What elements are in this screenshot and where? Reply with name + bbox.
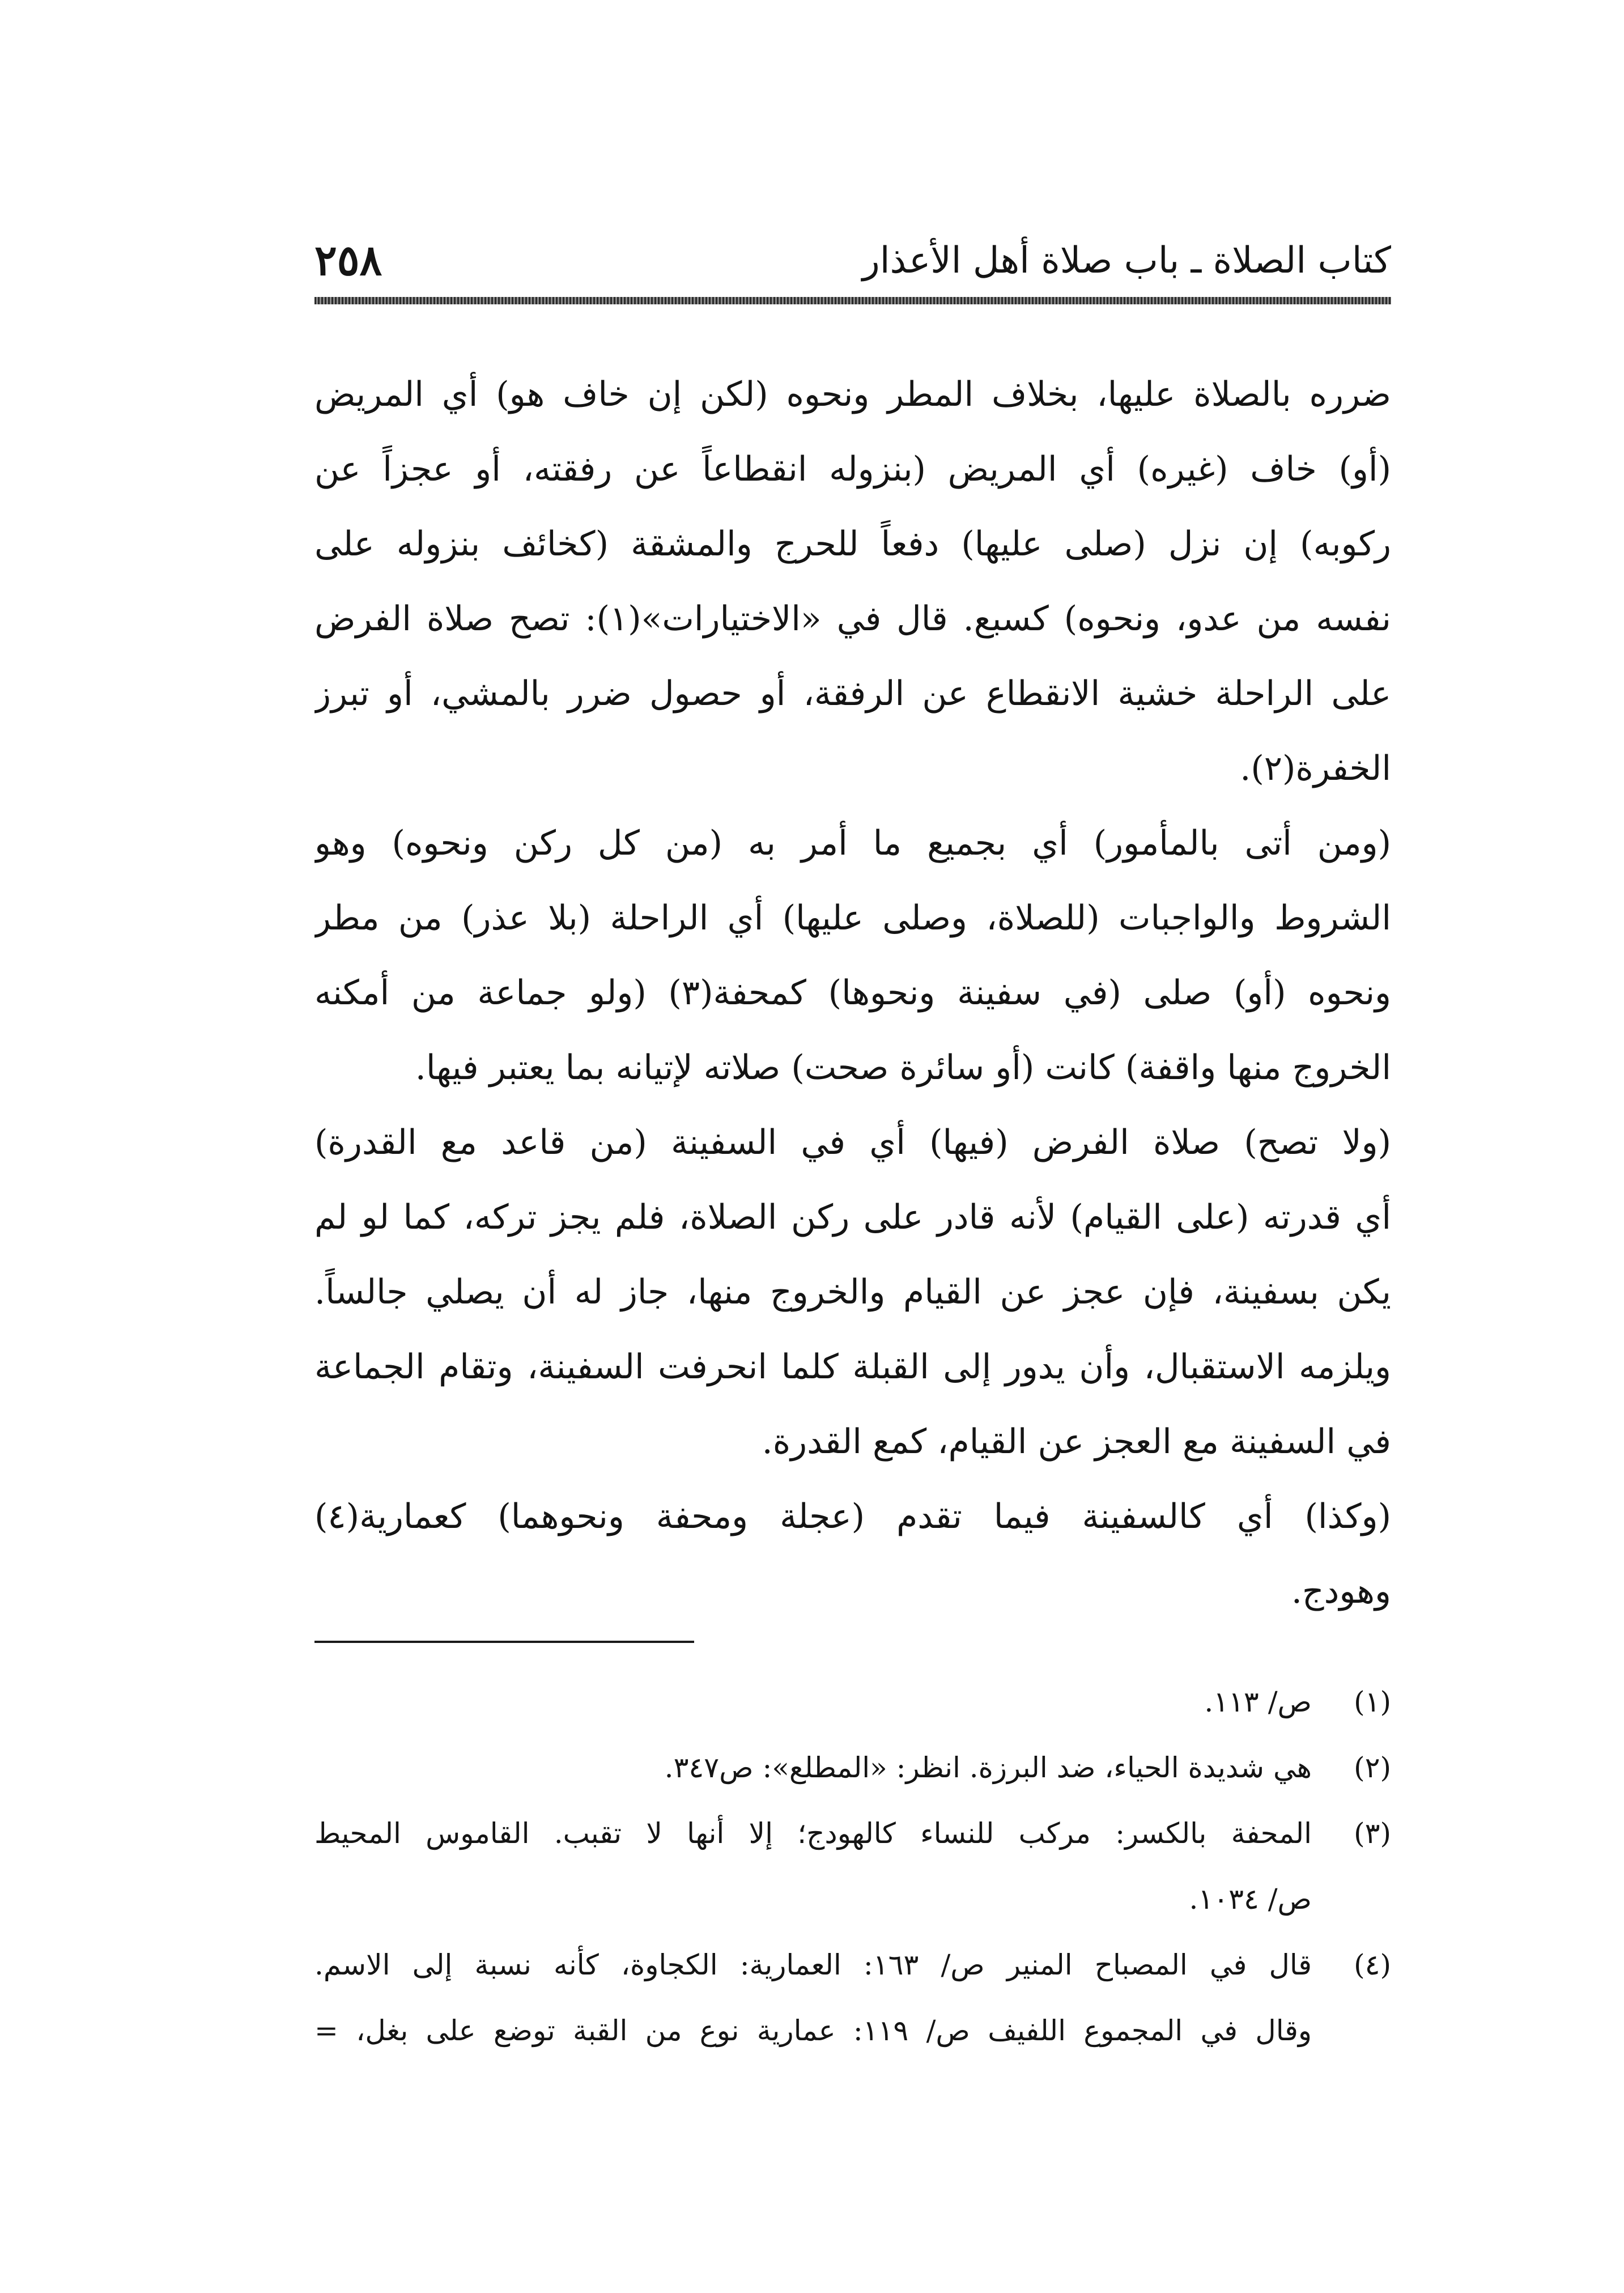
text-line: على الراحلة خشية الانقطاع عن الرفقة، أو حصول ضرر بالمشي، أو تبرز [314, 674, 1391, 714]
body-text [314, 357, 1391, 1629]
text-line: (أو) خاف (غيره) أي المريض (بنزوله انقطاعاً عن رفقته، أو عجزاً عن [314, 449, 1391, 489]
text-line: نفسه من عدو، ونحوه) كسبع. قال في «الاختيارات»(١): تصح صلاة الفرض [314, 599, 1391, 639]
page-header [314, 232, 1391, 296]
footnote-1 [314, 1669, 1391, 1735]
text-line: ويلزمه الاستقبال، وأن يدور إلى القبلة كلما انحرفت السفينة، وتقام الجماعة [314, 1347, 1391, 1387]
text-line: (ومن أتى بالمأمور) أي بجميع ما أمر به (من كل ركن ونحوه) وهو [314, 823, 1391, 863]
footnote-text: ص/ ١١٣. [1204, 1685, 1312, 1718]
text-line: الشروط والواجبات (للصلاة، وصلى عليها) أي الراحلة (بلا عذر) من مطر [314, 898, 1391, 938]
footnote-3 [314, 1801, 1391, 1866]
footnote-text: قال في المصباح المنير ص/ ١٦٣: العمارية: الكجاوة، كأنه نسبة إلى الاسم. [314, 1948, 1312, 1981]
text-line: الخروج منها واقفة) كانت (أو سائرة صحت) صلاته لإتيانه بما يعتبر فيها. [415, 1048, 1391, 1088]
text-line: (ولا تصح) صلاة الفرض (فيها) أي في السفينة (من قاعد مع القدرة) [314, 1123, 1391, 1162]
footnotes [314, 1669, 1391, 2063]
text-line: ركوبه) إن نزل (صلى عليها) دفعاً للحرج والمشقة (كخائف بنزوله على [314, 524, 1391, 564]
footnote-4-continued [314, 1998, 1391, 2063]
footnote-4 [314, 1932, 1391, 1998]
header-rule [314, 297, 1391, 304]
text-line: الخفرة(٢). [1240, 749, 1391, 788]
footnote-text: هي شديدة الحياء، ضد البرزة. انظر: «المطلع»: ص٣٤٧. [664, 1751, 1312, 1784]
footnote-number: (١) [1354, 1685, 1391, 1718]
text-line: يكن بسفينة، فإن عجز عن القيام والخروج منها، جاز له أن يصلي جالساً. [314, 1272, 1391, 1312]
footnote-number: (٤) [1354, 1948, 1391, 1981]
footnote-number: (٣) [1354, 1817, 1391, 1850]
page-title: كتاب الصلاة ـ باب صلاة أهل الأعذار [862, 240, 1391, 282]
page-number: ٢٥٨ [314, 236, 382, 285]
text-line: وهودج. [1291, 1572, 1391, 1611]
text-line: ونحوه (أو) صلى (في سفينة ونحوها) كمحفة(٣) (ولو جماعة من أمكنه [314, 973, 1391, 1013]
footnote-number: (٢) [1354, 1751, 1391, 1784]
text-line: في السفينة مع العجز عن القيام، كمع القدرة. [762, 1422, 1391, 1462]
footnote-separator [314, 1641, 694, 1643]
text-line: (وكذا) أي كالسفينة فيما تقدم (عجلة ومحفة ونحوهما) كعمارية(٤) [314, 1497, 1391, 1536]
footnote-2 [314, 1735, 1391, 1801]
text-line: أي قدرته (على القيام) لأنه قادر على ركن الصلاة، فلم يجز تركه، كما لو لم [314, 1198, 1391, 1237]
text-line: ضرره بالصلاة عليها، بخلاف المطر ونحوه (لكن إن خاف هو) أي المريض [314, 375, 1391, 414]
footnote-3-continued [314, 1866, 1391, 1932]
footnote-text: ص/ ١٠٣٤. [1189, 1883, 1312, 1916]
footnote-text: المحفة بالكسر: مركب للنساء كالهودج؛ إلا أنها لا تقبب. القاموس المحيط [314, 1817, 1312, 1850]
footnote-text: وقال في المجموع اللفيف ص/ ١١٩: عمارية نوع من القبة توضع على بغل، = [314, 2014, 1312, 2047]
